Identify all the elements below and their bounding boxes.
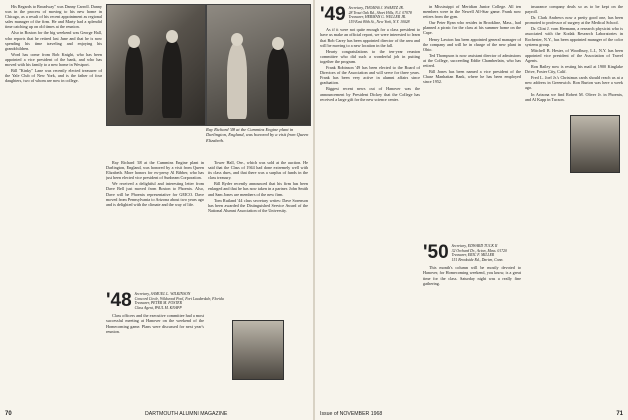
paragraph: Tom Rutland '44 class secretary writes: Dave Sorenson has been awarded the Distinguished Service Award of the National Alumni Association of the University. [208, 197, 308, 213]
paragraph: Fred L. Joel Jr.'s Christmas cards should reach us at a new address in Greenwich. Ron Burton was here a week ago. [525, 75, 623, 91]
portrait-face [571, 116, 589, 138]
queen-visit-photo [206, 4, 311, 126]
photo-face [166, 30, 178, 43]
page-number: 70 [5, 411, 12, 417]
photo-face [231, 33, 243, 46]
address-line: Concord Circle, Wildwood Pool, Fort Lauderdale, Florida [134, 296, 224, 301]
class-50-header [423, 244, 521, 262]
paragraph: Tower Hall, Ore., which was sold at the auction. He said that the Class of 1944 had done extremely well with its class dues, and that there was a surplus of funds in the class treasury. [208, 160, 308, 181]
left-column-3 [208, 160, 308, 280]
address-line: 32 Orchard Dr., Acton, Mass. 01720 [451, 248, 507, 253]
class-year: '48 [106, 290, 132, 311]
treasurer-line: Treasurer, PETER M. FOSTER [134, 301, 182, 306]
treasurer-line: Treasurer, HERMAN G. WELLER JR. [348, 15, 407, 20]
class-48-header [106, 292, 308, 310]
paragraph: Henry Lawton has been appointed general manager of the company and will be in charge of the new plant in Ohio. [423, 36, 521, 52]
paragraph: As if it were not quite enough for a class president to have us make an official report, we were interested to learn that Bob Carey has been appointed director of the area and will be moving to a new location in the fall. [320, 27, 420, 48]
secretary-line: Secretary, SAMUEL L. WILKINSON [134, 292, 191, 296]
left-footer [5, 411, 308, 417]
class-officers [452, 244, 507, 262]
agent-line: Class Agent, PAUL M. KNAPP [134, 305, 182, 310]
magazine-title: DARTMOUTH ALUMNI MAGAZINE [145, 411, 228, 417]
photo-figure [125, 45, 143, 115]
class-50-section [423, 242, 521, 395]
portrait-photo [570, 115, 620, 173]
class-49-section [320, 4, 420, 382]
paragraph: Dr. Clint J. vom Hermann, a research physicist who is associated with the Kodak Research Laboratories in Rochester, N.Y., has been appointed manager of the color systems group. [525, 26, 623, 47]
paragraph: Class officers and the executive committee had a most successful meeting at Hanover on the weekend of the Homecoming game. Plans were discussed for next year's reunion. [106, 313, 204, 334]
paragraph: Bill "Kinky" Lane was recently elected treasurer of the Yale Club of New York, and is the father of four daughters, two of whom are now in college. [5, 68, 102, 84]
secretary-line: Secretary, THOMAS J. SWARTZ JR. [348, 6, 404, 10]
class-year: '49 [320, 4, 346, 25]
portrait-photo [232, 320, 284, 380]
right-page [315, 0, 628, 420]
paragraph: Bill Ryder recently announced that his firm has been enlarged and that he has now taken in a partner. John Smith and Sam Jones are members of the new firm. [208, 181, 308, 197]
left-column-1 [5, 4, 102, 384]
paragraph: Dr. Clark Andrews now a pretty good one, has been promoted to professor of surgery at the Medical School. [525, 15, 623, 26]
photo-face [128, 35, 140, 48]
photo-face [272, 37, 284, 50]
photo-figure [227, 43, 247, 119]
engine-plant-photo [106, 4, 206, 126]
right-column-3 [525, 4, 623, 384]
paragraph: Word has come from Bob Knight, who has been appointed a vice president of the bank, and who has moved with his family to a new home in Westport. [5, 51, 102, 68]
paragraph: insurance company deals so as to be kept on the payroll. [525, 4, 623, 15]
left-page [0, 0, 313, 420]
paragraph: Mitchell B. Hester, of Woodbury, L.I., N.Y. has been appointed vice president of the Association of Travel Agents. [525, 47, 623, 63]
paragraph: Also in Boston for the big weekend was George Hall, who reports that he retired last June and that he is now spending his time traveling and enjoying his grandchildren. [5, 30, 102, 51]
class-year: '50 [423, 242, 449, 263]
photo-figure [162, 40, 182, 118]
paragraph: Our Peter Ryan who resides in Brookline, Mass., had planned a picnic for the class at his summer home on the Cape. [423, 20, 521, 36]
paragraph: We received a delightful and interesting letter from Dave Bell just moved from Boston to Phoenix. Also, Dave will be Phoenix representative for GEICO. Dave moved from Pennsylvania to Arizona about two years ago and is delighted with the climate and the way of life. [106, 181, 204, 207]
page-number: 71 [616, 411, 623, 417]
issue-title: Issue of NOVEMBER 1968 [320, 411, 383, 417]
paragraph: Bill Jones has been named a vice president of the Chase Manhattan Bank, where he has been employed since 1952. [423, 69, 521, 85]
class-officers [349, 6, 412, 24]
right-footer [320, 411, 623, 417]
class-50-text [423, 265, 521, 395]
paragraph: in Mississippi of Meridian Junior College. All ten members were in the Newell All-Star game. Frank now retires from the gym. [423, 4, 521, 20]
photo-figure [267, 47, 289, 119]
class-officers [135, 292, 224, 310]
address-line: 159 East 80th St., New York, N.Y. 10028 [348, 19, 410, 24]
paragraph: Ray Richard '48 at the Cummins Engine plant in Darlington, England, was honored by a visit from Queen Elizabeth. More honors for ex-prexy Al Bibber, who has just been elected vice president of Sunbeam Corporation. [106, 160, 204, 181]
paragraph: In Arizona we find Robert M. Oliver Jr. in Phoenix, and Al Kapp in Tucson. [525, 91, 623, 102]
secretary-line: Secretary, EDWARD TUCK II [451, 244, 498, 248]
paragraph: Biggest recent news out of Hanover was the announcement by President Dickey that the College has received a large gift for the new science center. [320, 86, 420, 102]
paragraph: This month's column will be mostly devoted to Hanover, for Homecoming weekend, you know, is a great time for the class. Saturday night was a really fine gathering. [423, 265, 521, 286]
photo-caption: Ray Richard '48 at the Cummins Engine plant in Darlington, England, was honored by a visit from Queen Elizabeth. [206, 127, 309, 143]
class-49-header [320, 6, 420, 24]
paragraph: Ted Thompson is now assistant director of admissions at the College, succeeding Eddie Chamberlain, who has retired. [423, 52, 521, 69]
paragraph: His Regards to Broadway" was Danny Carroll. Danny was in the process of moving to his new home in Chicago, as a result of his recent appointment as regional sales manager of the firm. He and Marty had a splendid time catching up on old times at the reunion. [5, 4, 102, 30]
right-column-2 [423, 4, 521, 239]
paragraph: Hearty congratulations to the ten-year reunion committee who did such a wonderful job in putting together the program. [320, 48, 420, 64]
address-line: 28 Trout Oak Rd., Short Hills, N.J. 07078 [348, 10, 412, 15]
address-line: 151 Brookside Rd., Darien, Conn. [451, 257, 504, 262]
right-column-1 [320, 27, 420, 382]
portrait-face [233, 321, 251, 343]
paragraph: Frank Robinson '49 has been elected to the Board of Directors of the Association and will serve for three years. Frank has been very active in alumni affairs since graduation. [320, 65, 420, 86]
treasurer-line: Treasurer, ERIC F. MILLER [451, 253, 495, 258]
paragraph: Ron Bailey now is resting his mail at 1900 Kinglake Drive, Foster City, Calif. [525, 64, 623, 75]
class-48-text [106, 313, 204, 393]
